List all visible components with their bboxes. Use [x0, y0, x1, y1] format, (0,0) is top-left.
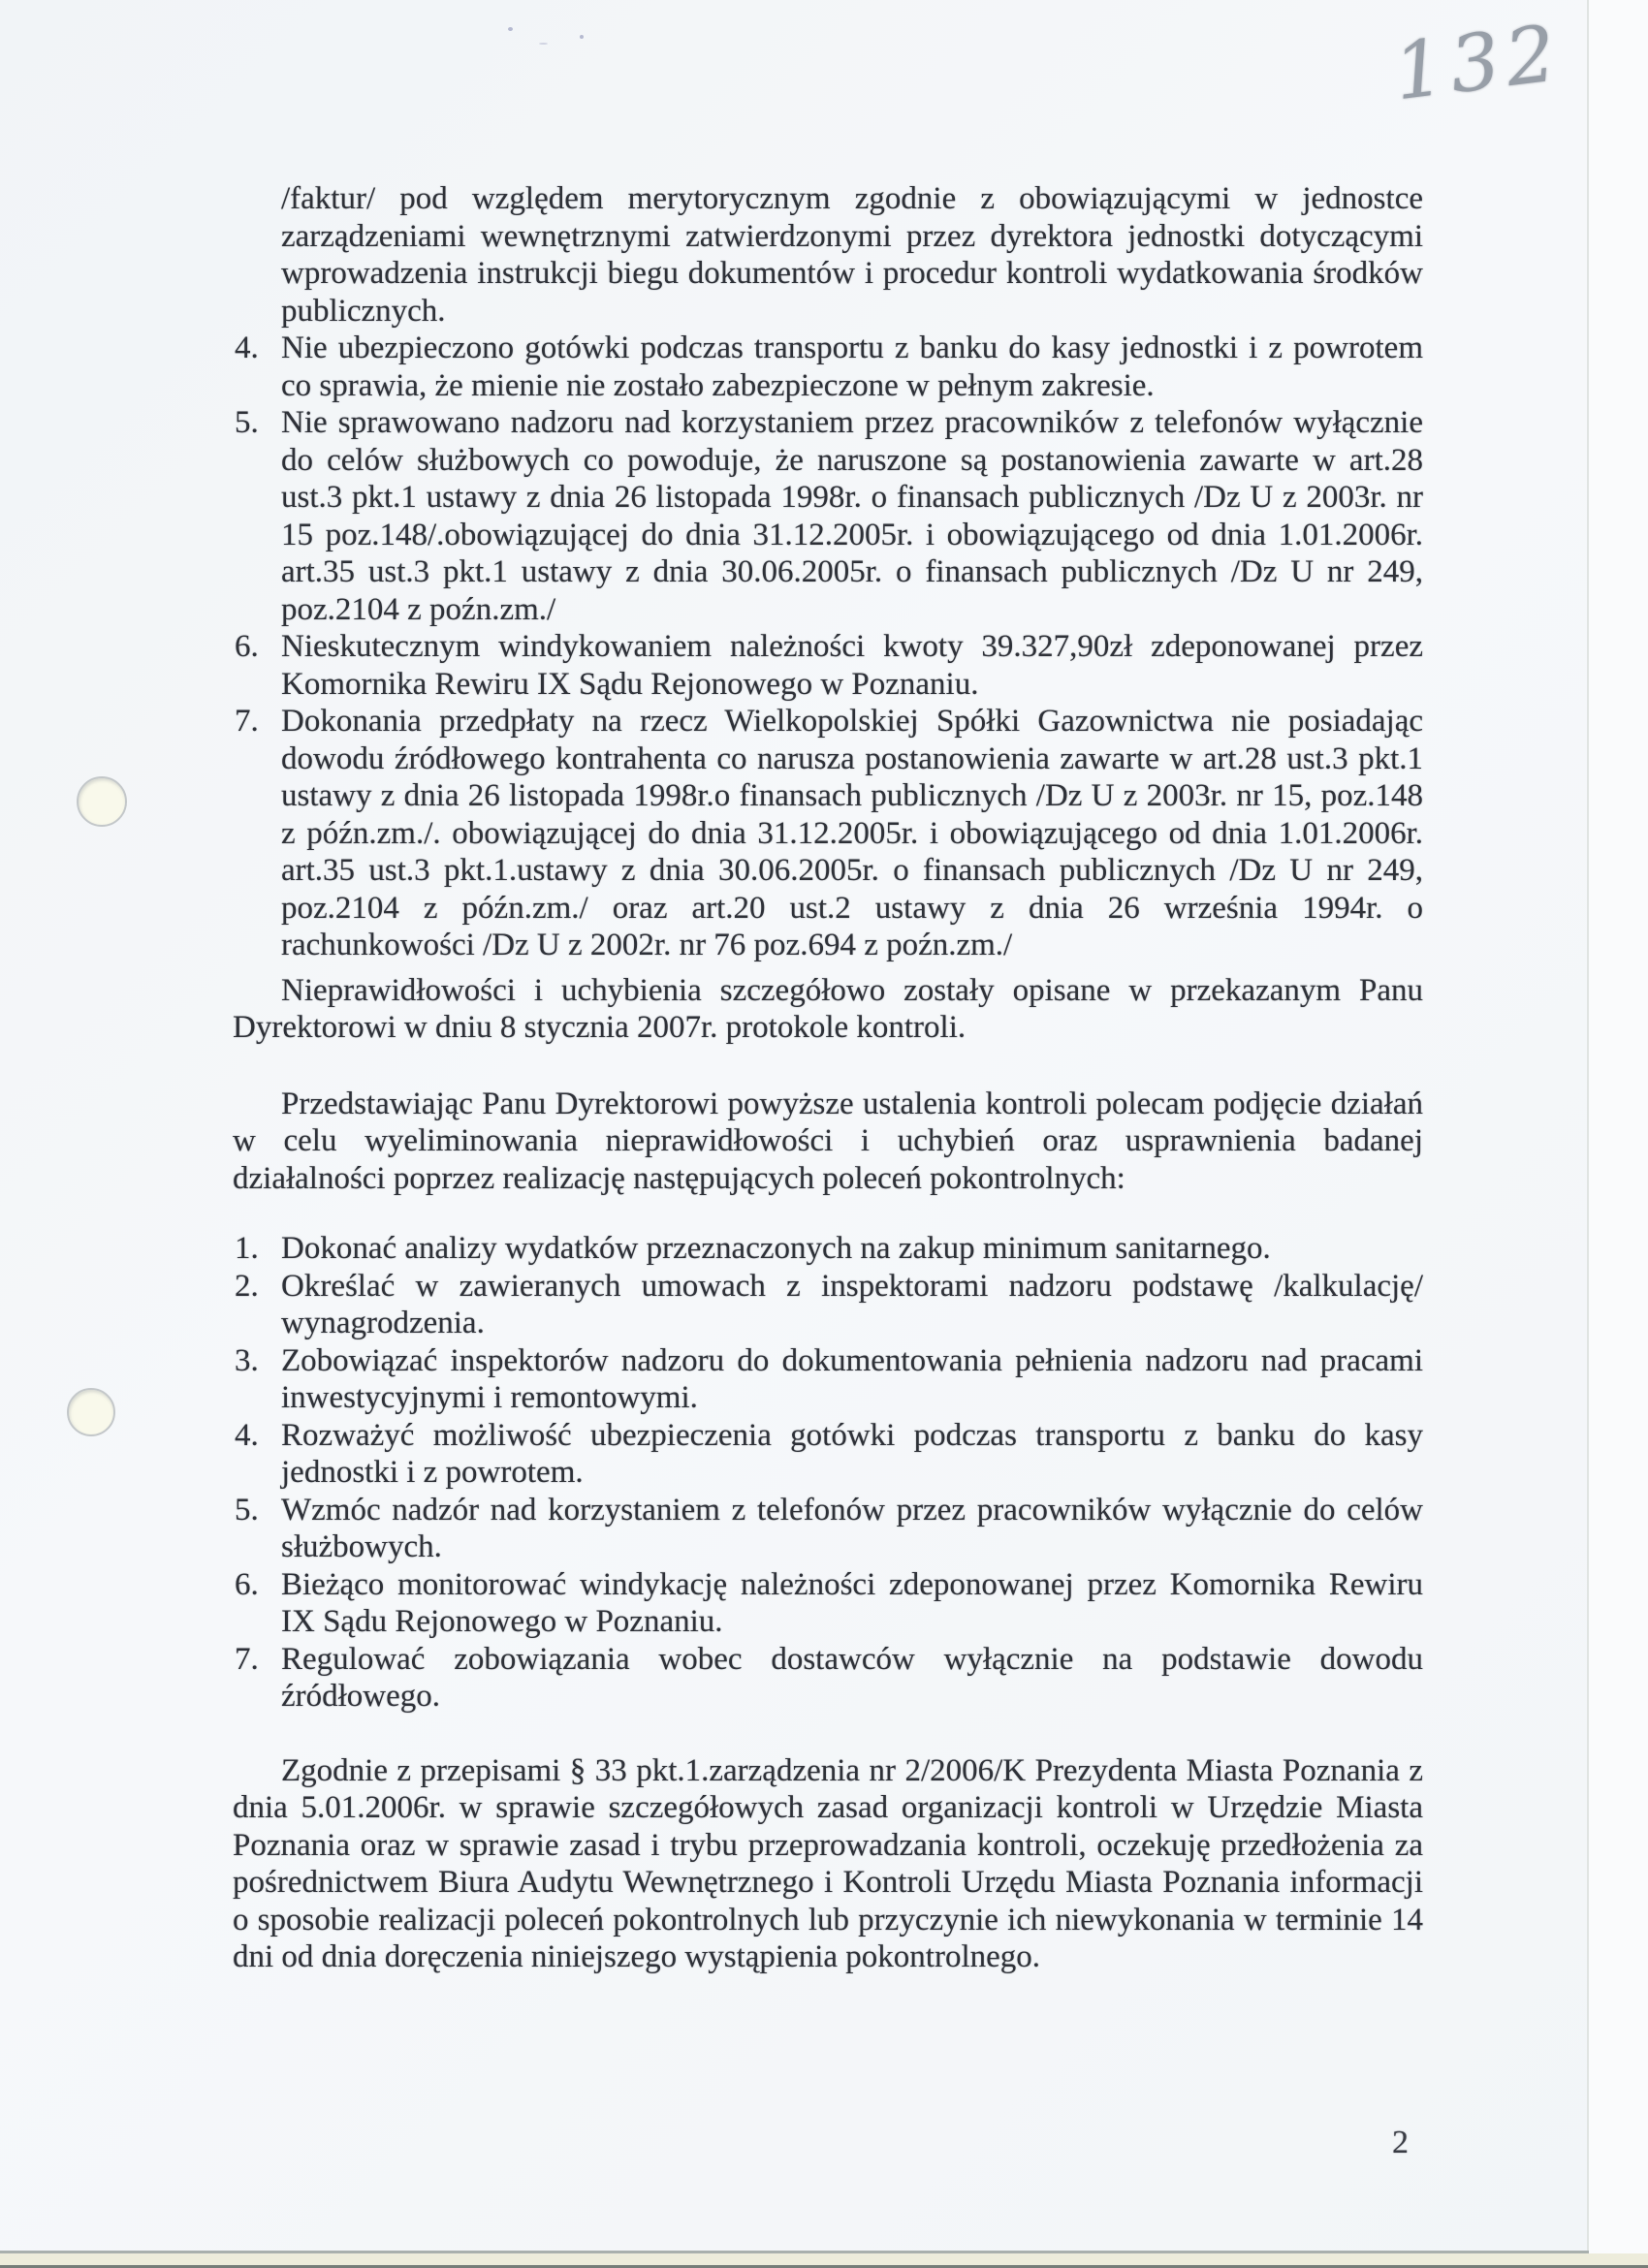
list-item: [233, 1566, 1423, 1641]
list-item-number: 6.: [235, 1566, 259, 1602]
list-item-text: Dokonać analizy wydatków przeznaczonych na zakup minimum sanitarnego.: [281, 1231, 1271, 1266]
list-item: [233, 330, 1423, 404]
list-item-number: 3.: [235, 1342, 259, 1378]
list-item-text: Nie ubezpieczono gotówki podczas transportu z banku do kasy jednostki i z powrotem co sprawia, że mienie nie zostało zabezpieczone w pełnym zakresie.: [281, 331, 1423, 403]
list-item: [233, 1492, 1423, 1566]
list-item: [233, 703, 1423, 964]
scan-speckle: [539, 43, 548, 45]
scan-speckle: [580, 35, 584, 39]
findings-list: [233, 330, 1423, 964]
list-item-text: Nieskutecznym windykowaniem należności kwoty 39.327,90zł zdeponowanej przez Komornika Rewiru IX Sądu Rejonowego w Poznaniu.: [281, 629, 1423, 702]
list-item-number: 7.: [235, 1641, 259, 1677]
list-item-number: 6.: [235, 629, 259, 664]
list-item: [233, 1417, 1423, 1492]
list-item: [233, 404, 1423, 628]
scan-speckle: [508, 27, 513, 31]
list-item: [233, 1641, 1423, 1716]
list-item: [233, 1268, 1423, 1342]
handwritten-page-annotation: 132: [1388, 7, 1568, 118]
list-item-number: 5.: [235, 1492, 259, 1528]
list-item-text: Dokonania przedpłaty na rzecz Wielkopolskiej Spółki Gazownictwa nie posiadając dowodu źródłowego kontrahenta co narusza postanowienia zawarte w art.28 ust.3 pkt.1 ustawy z dnia 26 listopada 1998r.o finansach publicznych /Dz U z 2003r. nr 15, poz.148 z późn.zm./. obowiązującej do dnia 31.12.2005r. i obowiązującego od dnia 1.01.2006r. art.35 ust.3 pkt.1.ustawy z dnia 30.06.2005r. o finansach publicznych /Dz U nr 249, poz.2104 z późn.zm./ oraz art.20 ust.2 ustawy z dnia 26 września 1994r. o rachunkowości /Dz U z 2002r. nr 76 poz.694 z poźn.zm./: [281, 704, 1423, 962]
list-item: [233, 1342, 1423, 1417]
page-number: 2: [1392, 2125, 1409, 2160]
list-item-text: Określać w zawieranych umowach z inspektorami nadzoru podstawę /kalkulację/ wynagrodzenia.: [281, 1268, 1423, 1340]
document-body: [233, 180, 1423, 1976]
page-edge-bottom-band: [0, 2253, 1648, 2265]
list-item-text: Bieżąco monitorować windykację należności zdeponowanej przez Komornika Rewiru IX Sądu Rejonowego w Poznaniu.: [281, 1566, 1423, 1639]
recommendations-list: [233, 1230, 1423, 1716]
list-item-number: 4.: [235, 331, 259, 365]
list-item-number: 2.: [235, 1268, 259, 1304]
paragraph-directives-intro: Przedstawiając Panu Dyrektorowi powyższe ustalenia kontroli polecam podjęcie działań w celu wyeliminowania nieprawidłowości i uchybień oraz usprawnienia badanej działalności poprzez realizację następujących poleceń pokontrolnych:: [233, 1086, 1423, 1196]
list-item: [233, 1230, 1423, 1268]
hole-punch-mark: [67, 1388, 115, 1436]
list-item-number: 5.: [235, 405, 259, 440]
paragraph-closing: Zgodnie z przepisami § 33 pkt.1.zarządzenia nr 2/2006/K Prezydenta Miasta Poznania z dnia 5.01.2006r. w sprawie szczegółowych zasad organizacji kontroli w Urzędzie Miasta Poznania oraz w sprawie zasad i trybu przeprowadzania kontroli, oczekuję przedłożenia za pośrednictwem Biura Audytu Wewnętrznego i Kontroli Urzędu Miasta Poznania informacji o sposobie realizacji poleceń pokontrolnych lub przyczynie ich niewykonania w terminie 14 dni od dnia doręczenia niniejszego wystąpienia pokontrolnego.: [233, 1752, 1423, 1974]
list-item: [233, 628, 1423, 703]
list-item-text: Zobowiązać inspektorów nadzoru do dokumentowania pełnienia nadzoru nad pracami inwestycyjnymi i remontowymi.: [281, 1342, 1423, 1415]
list-item-text: Nie sprawowano nadzoru nad korzystaniem przez pracowników z telefonów wyłącznie do celów służbowych co powoduje, że naruszone są postanowienia zawarte w art.28 ust.3 pkt.1 ustawy z dnia 26 listopada 1998r. o finansach publicznych /Dz U z 2003r. nr 15 poz.148/.obowiązującej do dnia 31.12.2005r. i obowiązującego od dnia 1.01.2006r. art.35 ust.3 pkt.1 ustawy z dnia 30.06.2005r. o finansach publicznych /Dz U nr 249, poz.2104 z poźn.zm./: [281, 405, 1423, 627]
list-item-text: Rozważyć możliwość ubezpieczenia gotówki podczas transportu z banku do kasy jednostki i z powrotem.: [281, 1417, 1423, 1490]
list-item-number: 1.: [235, 1231, 259, 1266]
list-item-number: 7.: [235, 704, 259, 739]
paragraph-findings-summary: Nieprawidłowości i uchybienia szczegółowo zostały opisane w przekazanym Panu Dyrektorowi w dniu 8 stycznia 2007r. protokole kontroli.: [233, 972, 1423, 1045]
page-edge-right-line: [1587, 0, 1589, 2254]
hole-punch-mark: [77, 776, 127, 827]
paragraph-continuation: /faktur/ pod względem merytorycznym zgodnie z obowiązującymi w jednostce zarządzeniami wewnętrznymi zatwierdzonymi przez dyrektora jednostki dotyczącymi wprowadzenia instrukcji biegu dokumentów i procedur kontroli wydatkowania środków publicznych.: [281, 181, 1423, 329]
list-item-text: Regulować zobowiązania wobec dostawców wyłącznie na podstawie dowodu źródłowego.: [281, 1641, 1423, 1714]
list-item-text: Wzmóc nadzór nad korzystaniem z telefonów przez pracowników wyłącznie do celów służbowych.: [281, 1492, 1423, 1564]
list-item-number: 4.: [235, 1417, 259, 1453]
page-edge-right-band: [1589, 0, 1648, 2254]
